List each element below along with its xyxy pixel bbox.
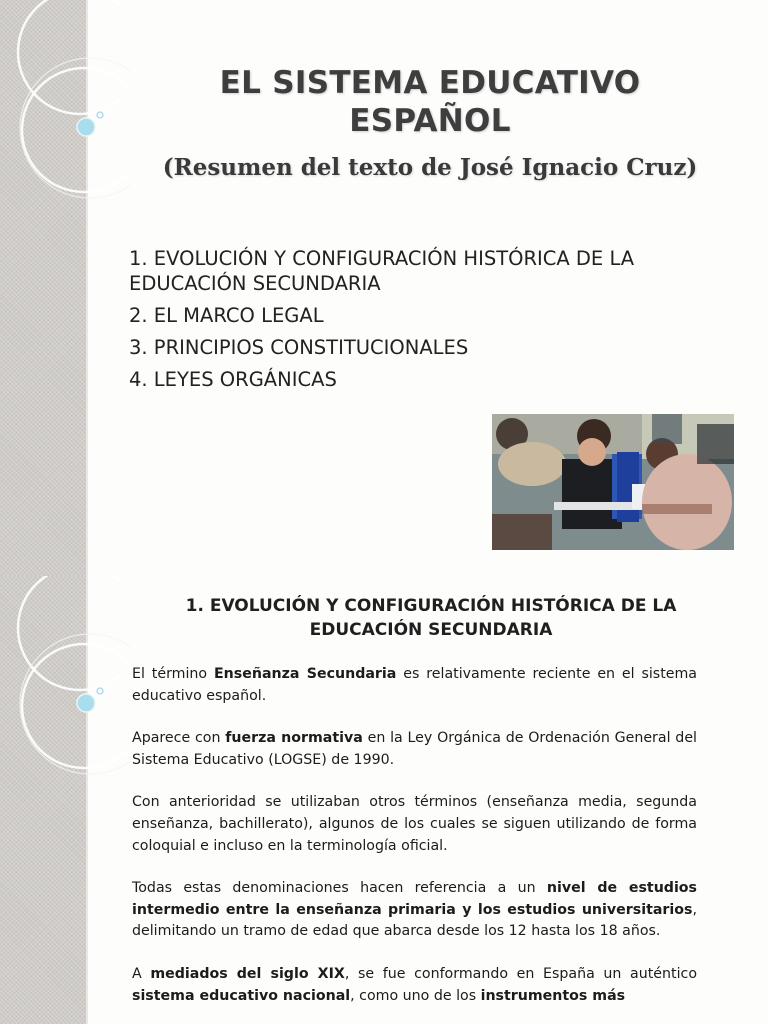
section-heading	[130, 594, 732, 642]
paragraph-4	[132, 878, 697, 943]
paragraph-3: Con anterioridad se utilizaban otros términos (enseñanza media, segunda enseñanza, bachillerato), algunos de los cuales se siguen utilizando de forma coloquial e incluso en la terminología oficial.	[132, 794, 697, 854]
decorative-rings	[0, 0, 130, 576]
bubble-icon	[77, 118, 95, 136]
bold-term: mediados del siglo XIX	[150, 965, 345, 982]
section-heading-line-2: EDUCACIÓN SECUNDARIA	[309, 620, 553, 640]
text-span: Aparece con	[132, 730, 226, 747]
title-line-2: ESPAÑOL	[349, 103, 511, 139]
slide-2	[0, 576, 768, 1024]
text-span: Todas estas denominaciones hacen referencia a un	[132, 880, 547, 897]
table-of-contents	[129, 246, 729, 399]
bold-term: Enseñanza Secundaria	[213, 666, 397, 682]
subtitle: (Resumen del texto de José Ignacio Cruz)	[162, 154, 698, 181]
paragraph-5	[132, 964, 697, 1007]
title-line-1: EL SISTEMA EDUCATIVO	[219, 65, 641, 101]
bold-term: instrumentos más	[480, 987, 626, 1004]
toc-item-1: 1. EVOLUCIÓN Y CONFIGURACIÓN HISTÓRICA DE LA EDUCACIÓN SECUNDARIA	[129, 247, 635, 295]
toc-item-2: 2. EL MARCO LEGAL	[129, 304, 324, 327]
toc-item-3: 3. PRINCIPIOS CONSTITUCIONALES	[129, 336, 469, 359]
text-span: en la Ley Orgánica de Ordenación General del Sistema Educativo (LOGSE) de 1990.	[132, 730, 697, 768]
toc-item-4: 4. LEYES ORGÁNICAS	[129, 368, 337, 391]
decorative-rings	[0, 576, 130, 1024]
bold-term: sistema educativo nacional	[132, 987, 351, 1004]
text-span: , se fue conformando en España un auténtico	[344, 965, 697, 982]
text-span: , como uno de los	[350, 987, 481, 1004]
text-span: A	[132, 965, 151, 982]
paragraph-2	[132, 728, 697, 771]
text-span: El término	[132, 666, 214, 682]
page-title	[130, 64, 730, 140]
bold-term: fuerza normativa	[225, 730, 363, 747]
paragraph-1	[132, 664, 697, 707]
text-span: , delimitando un tramo de edad que abarca desde los 12 hasta los 18 años.	[132, 901, 697, 940]
bubble-icon	[77, 694, 95, 712]
text-span: es relativamente reciente en el sistema educativo español.	[132, 666, 697, 704]
students-photo	[492, 414, 734, 550]
bold-term: nivel de estudios intermedio entre la enseñanza primaria y los estudios universitarios	[132, 880, 698, 918]
section-heading-line-1: 1. EVOLUCIÓN Y CONFIGURACIÓN HISTÓRICA DE LA	[185, 596, 677, 616]
body-text	[132, 664, 697, 1024]
